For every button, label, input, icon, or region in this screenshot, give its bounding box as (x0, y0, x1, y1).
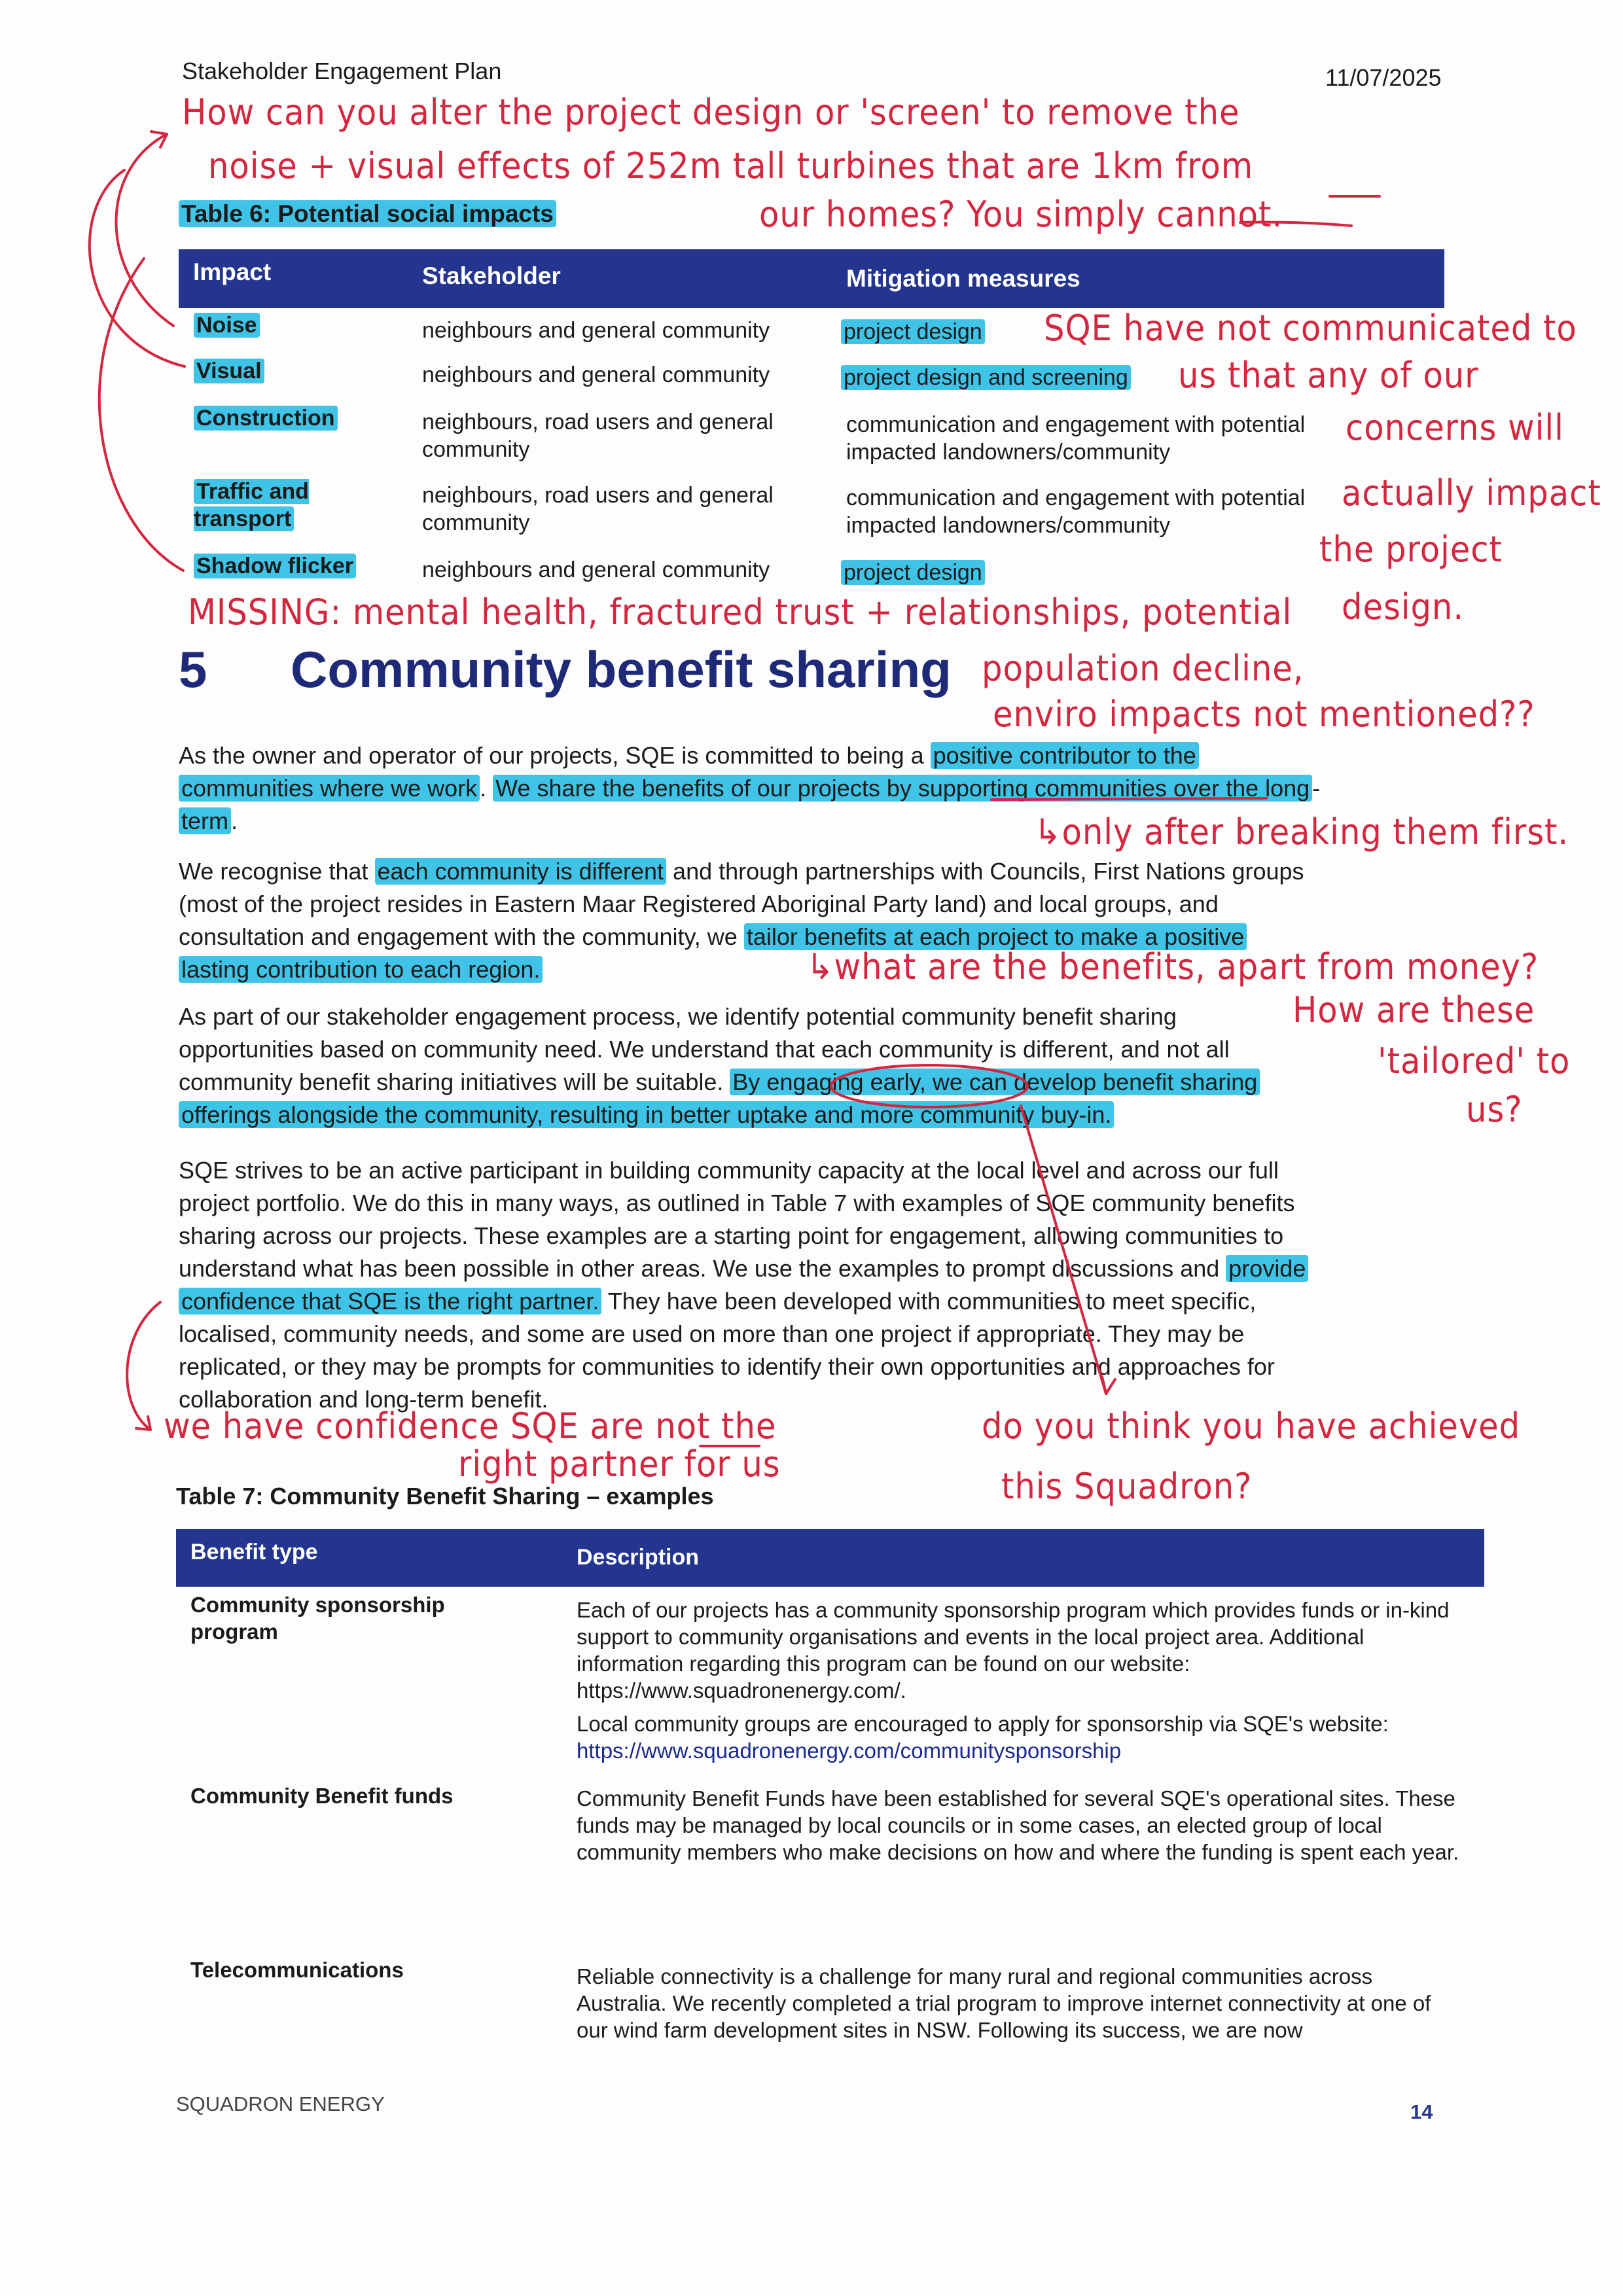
highlighted-text: tailor benefits at each project to make a positive (744, 923, 1247, 950)
paragraph-line (179, 1285, 1308, 1318)
text-segment: - (1312, 775, 1321, 802)
paragraph-line (179, 739, 1320, 772)
text-segment: localised, community needs, and some are used on more than one project if appropriate. They may be (179, 1320, 1245, 1347)
benefit-description: Reliable connectivity is a challenge for many rural and regional communities across Australia. We recently completed a trial program to improve internet connectivity at one of our wind farm development sites in NSW. Following its success, we are now (577, 1964, 1431, 2042)
stakeholder-cell: neighbours and general community (422, 362, 770, 387)
benefit-description-2: Local community groups are encouraged to apply for sponsorship via SQE's website: (577, 1712, 1389, 1736)
stakeholder-cell: neighbours, road users and general community (422, 483, 774, 535)
mitigation-cell: communication and engagement with potential impacted landowners/community (846, 486, 1306, 538)
highlighted-text: each community is different (375, 858, 667, 885)
text-segment: community benefit sharing initiatives will be suitable. (179, 1069, 730, 1095)
annotation-tailored-line3: us? (1466, 1089, 1523, 1130)
annotation-right-line1: SQE have not communicated to (1044, 308, 1577, 349)
impact-shadow-flicker: Shadow flicker (194, 554, 356, 578)
text-segment: replicated, or they may be prompts for communities to identify their own opportunities and approaches for (179, 1353, 1275, 1380)
paragraph-line (179, 1000, 1260, 1033)
paragraph-3 (179, 1000, 1260, 1131)
text-segment: SQE strives to be an active participant in building community capacity at the local level and across our full (179, 1157, 1279, 1184)
text-segment: As part of our stakeholder engagement process, we identify potential community benefit sharing (179, 1003, 1177, 1030)
paragraph-line (179, 772, 1320, 805)
paragraph-line (179, 1099, 1260, 1131)
benefit-type: Telecommunications (190, 1958, 404, 1982)
annotation-confidence-line1: we have confidence SQE are not the (164, 1405, 777, 1447)
text-segment: collaboration and long-term benefit. (179, 1386, 548, 1413)
text-segment: (most of the project resides in Eastern Maar Registered Aboriginal Party land) and local groups, and (179, 891, 1219, 917)
text-segment: We recognise that (179, 858, 375, 885)
table7-header-type: Benefit type (190, 1540, 318, 1564)
paragraph-line (179, 1252, 1308, 1285)
annotation-achieved-line1: do you think you have achieved (982, 1405, 1521, 1447)
footer-company: SQUADRON ENERGY (176, 2093, 385, 2115)
annotation-tailored-line1: How are these (1293, 989, 1535, 1031)
highlighted-text: communities where we work (179, 775, 480, 802)
highlighted-text: provide (1226, 1255, 1308, 1282)
document-date: 11/07/2025 (1325, 64, 1442, 91)
page-number: 14 (1410, 2100, 1433, 2123)
paragraph-line (179, 1351, 1308, 1383)
impact-visual: Visual (194, 359, 264, 383)
text-segment: As the owner and operator of our projects, SQE is committed to being a (179, 742, 931, 769)
section-number: 5 (179, 641, 207, 698)
document-title: Stakeholder Engagement Plan (182, 58, 502, 84)
highlighted-text: confidence that SQE is the right partner. (179, 1288, 601, 1315)
paragraph-4 (179, 1154, 1308, 1416)
table7-header-description: Description (577, 1545, 700, 1570)
text-segment: opportunities based on community need. We understand that each community is different, and not all (179, 1036, 1230, 1063)
annotation-right-line3: concerns will (1346, 407, 1564, 448)
impact-noise: Noise (194, 313, 260, 338)
mitigation-cell: project design (841, 319, 985, 344)
arrow-confidence-to-note (127, 1302, 160, 1430)
mitigation-cell: communication and engagement with potential impacted landowners/community (846, 412, 1306, 465)
annotation-right-line2: us that any of our (1178, 355, 1479, 396)
annotation-missing-line2: population decline, (982, 648, 1304, 689)
table6-header-mitigation: Mitigation measures (846, 265, 1080, 292)
stakeholder-cell: neighbours and general community (422, 557, 770, 582)
benefit-type: Community sponsorship program (190, 1593, 445, 1644)
annotation-top-line3: our homes? You simply cannot. (759, 194, 1283, 235)
text-segment: . (231, 807, 238, 834)
annotation-right-line6: design. (1342, 586, 1465, 627)
benefit-description: Each of our projects has a community sponsorship program which provides funds or in-kind support to community organisations and events in the local project area. Additional information regarding this program can be found on our website: https://www.squadronenergy.com/. (577, 1598, 1450, 1703)
annotation-achieved-line2: this Squadron? (1001, 1466, 1253, 1507)
stakeholder-cell: neighbours, road users and general community (422, 410, 774, 462)
paragraph-line (179, 1220, 1308, 1252)
paragraph-line (179, 1066, 1260, 1099)
stakeholder-cell: neighbours and general community (422, 318, 770, 343)
table6-header (179, 249, 1444, 308)
highlighted-text: lasting contribution to each region. (179, 956, 543, 983)
annotation-what-benefits: ↳what are the benefits, apart from money? (806, 946, 1539, 987)
text-segment: They have been developed with communities to meet specific, (601, 1288, 1257, 1315)
paragraph-line (179, 1033, 1260, 1066)
arrow-visual-to-question (90, 170, 185, 366)
text-segment: project portfolio. We do this in many ways, as outlined in Table 7 with examples of SQE community benefits (179, 1190, 1295, 1216)
table6-header-stakeholder: Stakeholder (422, 262, 561, 289)
mitigation-cell: project design (841, 560, 985, 585)
annotation-top-line2: noise + visual effects of 252m tall turbines that are 1km from (208, 145, 1254, 186)
text-segment: understand what has been possible in other areas. We use the examples to prompt discussions and (179, 1255, 1226, 1282)
paragraph-line (179, 1187, 1308, 1220)
annotation-right-line5: the project (1319, 529, 1503, 570)
text-segment: . (480, 775, 493, 802)
arrow-noise-to-question (116, 132, 173, 326)
annotation-confidence-line2: right partner for us (458, 1443, 781, 1485)
sponsorship-link[interactable]: https://www.squadronenergy.com/communitysponsorship (577, 1739, 1122, 1763)
highlighted-text: offerings alongside the community, resulting in better uptake and more community buy-in. (179, 1101, 1114, 1128)
annotation-top-line1: How can you alter the project design or 'screen' to remove the (182, 92, 1240, 133)
table7-header (176, 1529, 1484, 1587)
annotation-right-line4: actually impact (1342, 472, 1601, 514)
annotation-only-after: ↳only after breaking them first. (1034, 811, 1569, 853)
arrow-shadow-to-question (99, 258, 183, 571)
impact-construction: Construction (194, 406, 338, 431)
highlighted-text: By engaging early, we can develop benefit sharing (730, 1069, 1260, 1095)
benefit-type: Community Benefit funds (190, 1784, 454, 1808)
paragraph-line (179, 1318, 1308, 1351)
highlighted-text: positive contributor to the (931, 742, 1199, 769)
highlighted-text: We share the benefits of our projects by supporting communities over the long (493, 775, 1312, 802)
text-segment: consultation and engagement with the community, we (179, 923, 744, 950)
table7-caption: Table 7: Community Benefit Sharing – examples (176, 1483, 714, 1510)
mitigation-cell: project design and screening (841, 365, 1131, 390)
annotation-missing: MISSING: mental health, fractured trust + relationships, potential (188, 592, 1293, 633)
annotation-missing-line3: enviro impacts not mentioned?? (993, 694, 1535, 735)
paragraph-line (179, 888, 1304, 921)
paragraph-line (179, 1154, 1308, 1187)
highlighted-text: term (179, 807, 231, 834)
annotation-tailored-line2: 'tailored' to (1378, 1040, 1571, 1082)
table6-header-impact: Impact (193, 258, 272, 285)
paragraph-line (179, 855, 1304, 888)
impact-traffic: Traffic and transport (194, 479, 309, 531)
text-segment: and through partnerships with Councils, First Nations groups (666, 858, 1304, 885)
text-segment: sharing across our projects. These examples are a starting point for engagement, allowing communities to (179, 1222, 1284, 1249)
table6-caption: Table 6: Potential social impacts (179, 200, 556, 227)
benefit-description: Community Benefit Funds have been established for several SQE's operational sites. These funds may be managed by local councils or in some cases, an elected group of local community members who make decisions on how and where the funding is spent each year. (577, 1786, 1459, 1864)
section-title: Community benefit sharing (291, 641, 952, 698)
